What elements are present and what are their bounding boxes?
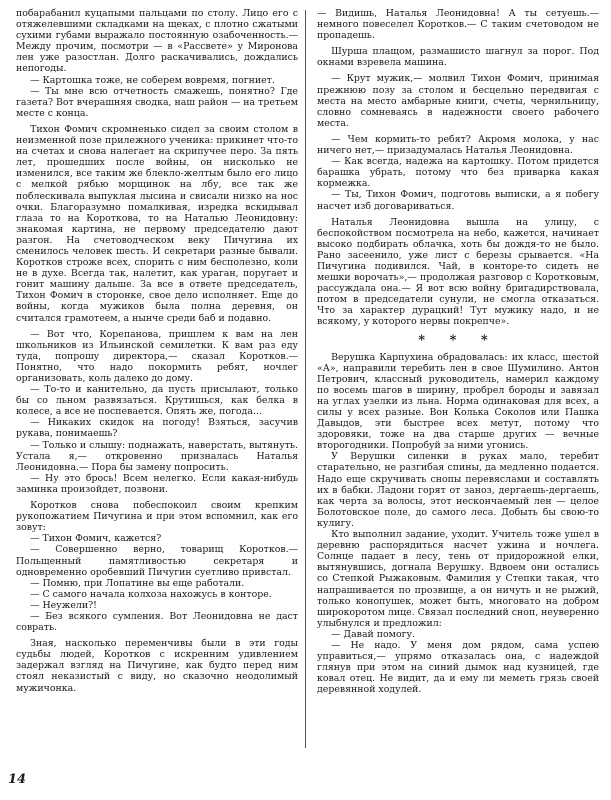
paragraph: Коротков снова побеспокоил своим крепким рукопожатием Пичугина и при этом вспомнил, как его зовут:: [16, 500, 298, 534]
paragraph: — Давай помогу.: [331, 628, 415, 640]
page-number: 14: [8, 772, 27, 787]
paragraph: — С самого начала колхоза нахожусь в конторе.: [30, 588, 272, 600]
paragraph: — Ты мне всю отчетность смажешь, понятно? Где газета? Вот вчерашняя сводка, наш район — на третьем месте с конца.: [16, 85, 298, 119]
paragraph: — Не надо. У меня дом рядом, сама успею управиться,— упрямо отказалась она, с надеждой глянув при этом на синий дымок над кузницей, где ковал отец. Не видит, да и ему ли меметь грязь своей деревянной ходулей.: [317, 639, 599, 696]
paragraph: Верушка Карпухина обрадовалась: их класс, шестой «А», направили теребить лен в свое Шумилино. Антон Петрович, классный руководитель, намерил каждому по восемь шагов в ширину, пробрел бороды и завязал на углах узелки из льна. Норма одинаковая для всех, а силы у всех разные. Вон Колька Соколов или Пашка Давыдов, эти быстрее всех метут, потому что здоровяки, тоже на два старше других — вечные второгодники. Попробуй за ними угонись.: [317, 351, 599, 452]
paragraph: — То-то и канительно, да пусть присылают, только бы со льном развязаться. Крутишься, как белка в колесе, а все не поспевается. Опять же, погода...: [16, 384, 298, 418]
paragraph: Шурша плащом, размашисто шагнул за порог. Под окнами взревела машина.: [317, 46, 599, 69]
paragraph: — Картошка тоже, не соберем вовремя, погниет.: [30, 74, 275, 86]
paragraph: — Совершенно верно, товарищ Коротков.— Польщенный памятливостью секретаря и одновременно оробевший Пичугин суетливо привстал.: [16, 544, 298, 578]
left-column: [16, 8, 298, 694]
paragraph: — Только и слышу: поднажать, наверстать, вытянуть. Устала я,— откровенно призналась Наталья Леонидовна.— Пора бы замену попросить.: [16, 439, 298, 473]
paragraph: — Ну это брось! Всем нелегко. Если какая-нибудь заминка произойдет, позвони.: [16, 472, 298, 495]
paragraph: — Ты, Тихон Фомич, подготовь выписки, а я побегу насчет изб договариваться.: [317, 189, 599, 212]
paragraph: — Неужели?!: [30, 599, 97, 611]
paragraph: — Крут мужик,— молвил Тихон Фомич, принимая прежнюю позу за столом и бесцельно передвигая с места на место амбарные книги, счеты, чернильницу, словно сомневаясь в надежности своего рабочего места.: [317, 73, 599, 129]
paragraph: — Чем кормить-то ребят? Акромя молока, у нас ничего нет,— призадумалась Наталья Леонидовна.: [317, 133, 599, 157]
section-separator: * * *: [418, 332, 498, 348]
paragraph: Наталья Леонидовна вышла на улицу, с беспокойством посмотрела на небо, кажется, начинает высоко подбирать облачка, хоть бы дождя-то не было. Рано засеенило, уже лист с березы срывается. «На Пичугина подивился. Чай, в конторе-то сидеть не мешки ворочать»,— продолжая разговор с Коротковым, рассуждала она.— Я вот всю войну бригадирствовала, потом в председатели сунули, не смогла отказаться. Что за характер дурацкий! Тут мужику надо, и не всякому, у которого нервы покрепче».: [317, 216, 599, 328]
paragraph: Зная, насколько переменчивы были в эти годы судьбы людей, Коротков с искренним удивлением задержал взгляд на Пичугине, как будто перед ним стоял неказистый с виду, но сказочно неодолимый мужичонка.: [16, 638, 298, 694]
paragraph: У Верушки силенки в руках мало, теребит старательно, не разгибая спины, да медленно подается. Надо еще скручивать снопы перевяслами и составлять их в бабки. Ладони горят от заноз, дергаешь-дергаешь, как черта за волосы, этот нескончаемый лен — целое Болотовское поле, до самого леса. Добыть бы свою-то кулигу.: [317, 451, 599, 529]
paragraph: — Вот что, Корепанова, пришлем к вам на лен школьников из Ильинской семилетки. К вам раз еду туда, попрошу директора,— сказал Коротков.— Понятно, что надо покормить ребят, ночлег организовать, коль далеко до дому.: [16, 328, 298, 384]
right-column: [317, 8, 599, 695]
paragraph: Кто выполнил задание, уходит. Учитель тоже ушел в деревню распорядиться насчет ужина и ночлега. Солнце падает в лесу, тень от придорожной елки, вытянувшись, догнала Верушку. Вдвоем они остались со Степкой Рыжаковым. Фамилия у Степки такая, что напрашивается по прозвище, а он ничуть и не рыжий, только конопушек, может быть, многовато на добром широкоротом лице. Связал последний сноп, неуверенно улыбнулся и предложил:: [317, 529, 599, 629]
paragraph: Тихон Фомич скромненько сидел за своим столом в неизменной позе прилежного ученика: прикинет что-то на счетах и снова налегает на скрипучее перо. За пять лет, прошедших после войны, он нисколько не изменился, все таким же блекло-желтым было его лицо с мелкой рябью морщинок на лбу, все так же поблескивала выпуклая лысина и свисали низко на нос очки. Благоразумно помалкивая, изредка вскидывал глаза то на Короткова, то на Наталью Леонидовну: знакомая картина, не первому председателю дают разгон. На счетоводческом веку Пичугина их сменилось человек шесть. И секретари разные бывали. Коротков строже всех, спорить с ним бесполезно, коли не в духе. Всегда так, налетит, как ураган, поругает и гонит машину дальше. За все в ответе председатель, Тихон Фомич в сторонке, свое дело исполняет. Еще до войны, когда мужиков была полна деревня, он считался грамотеем, а нынче среди баб и подавно.: [16, 123, 298, 324]
paragraph: побарабанил куцапыми пальцами по столу. Лицо его с отяжелевшими складками на щеках, с плотно сжатыми сухими губами выражало постоянную озабоченность.— Между прочим, посмотри — в «Рассвете» у Миронова лен уже разостлан. Долго раскачивались, дождались непогоды.: [16, 8, 298, 75]
paragraph: — Как всегда, надежа на картошку. Потом придется барашка убрать, потому что без приварка какая кормежка.: [317, 156, 599, 190]
paragraph: — Помню, при Лопатине вы еще работали.: [30, 577, 245, 589]
paragraph: — Видишь, Наталья Леонидовна! А ты сетуешь.— немного повеселел Коротков.— С таким счетоводом не пропадешь.: [317, 8, 599, 42]
paragraph: — Без всякого сумления. Вот Леонидовна не даст соврать.: [16, 610, 298, 634]
paragraph: — Никаких скидок на погоду! Взяться, засучив рукава, понимаешь?: [16, 417, 298, 440]
paragraph: — Тихон Фомич, кажется?: [30, 533, 162, 545]
column-divider: [305, 10, 306, 748]
